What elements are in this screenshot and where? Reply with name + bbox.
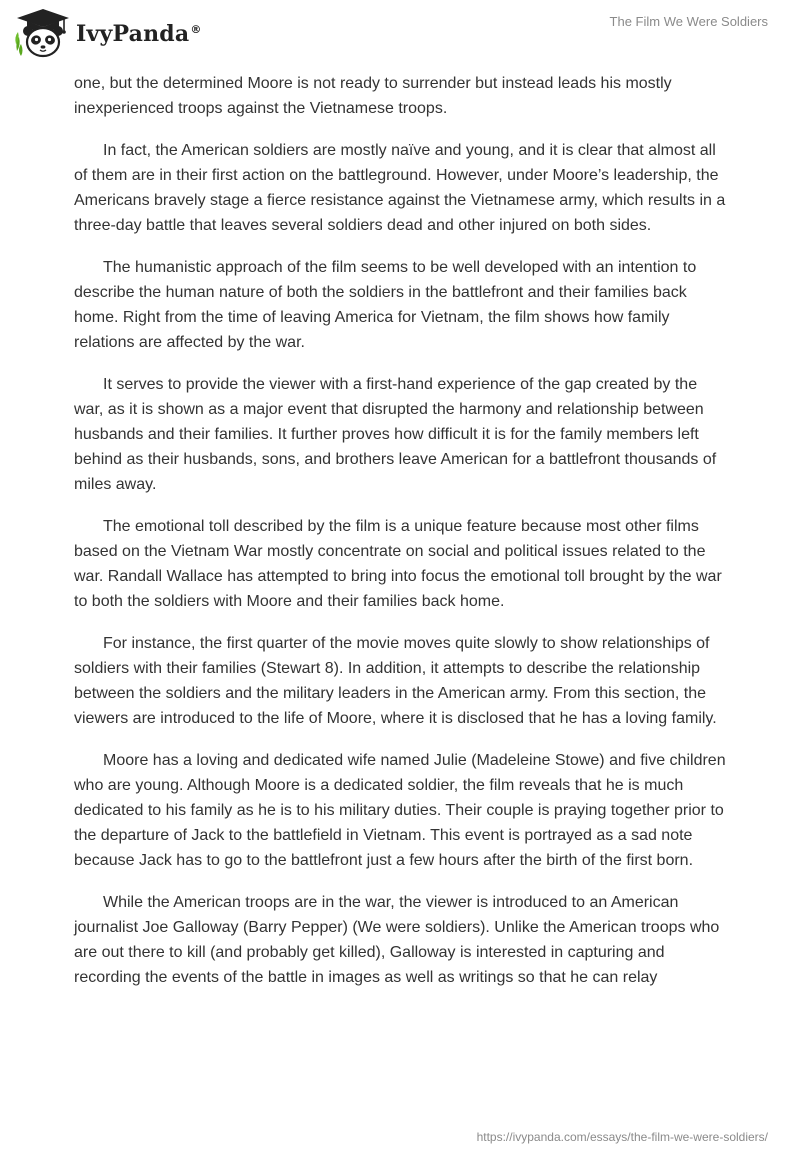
- paragraph-8: While the American troops are in the war, the viewer is introduced to an American journalist Joe Galloway (Barry Pepper) (We were soldiers). Unlike the American troops who are out there to kill (and probably get killed), Galloway is interested in capturing and recording the events of the battle in images as well as writings so that he can relay: [74, 894, 720, 986]
- source-url[interactable]: https://ivypanda.com/essays/the-film-we-were-soldiers/: [476, 1130, 768, 1144]
- paragraph-7: Moore has a loving and dedicated wife named Julie (Madeleine Stowe) and five children who are young. Although Moore is a dedicated soldier, the film reveals that he is much dedicated to his family as he is to his military duties. Their couple is praying together prior to the departure of Jack to the battlefield in Vietnam. This event is portrayed as a sad note because Jack has to go to the battlefront just a few hours after the birth of the first born.: [74, 752, 726, 869]
- page-header: [0, 0, 800, 64]
- paragraph-1: one, but the determined Moore is not ready to surrender but instead leads his mostly inexperienced troops against the Vietnamese troops.: [74, 75, 672, 117]
- paragraph-5: The emotional toll described by the film is a unique feature because most other films based on the Vietnam War mostly concentrate on social and political issues related to the war. Randall Wallace has attempted to bring into focus the emotional toll brought by the war to both the soldiers with Moore and their families back home.: [74, 518, 722, 610]
- paragraph-4: It serves to provide the viewer with a first-hand experience of the gap created by the war, as it is shown as a major event that disrupted the harmony and relationship between husbands and their families. It further proves how difficult it is for the family members left behind as their husbands, sons, and brothers leave American for a battlefront thousands of miles away.: [74, 376, 717, 493]
- document-title: The Film We Were Soldiers: [609, 14, 768, 29]
- essay-body: [74, 71, 726, 1007]
- ivypanda-logo[interactable]: [14, 7, 202, 59]
- paragraph-2: In fact, the American soldiers are mostly naïve and young, and it is clear that almost all of them are in their first action on the battleground. However, under Moore’s leadership, the Americans bravely stage a fierce resistance against the Vietnamese army, which results in a three-day battle that leaves several soldiers dead and other injured on both sides.: [74, 142, 726, 234]
- logo-wordmark: IvyPanda®: [76, 21, 202, 47]
- panda-graduate-icon: [14, 7, 72, 59]
- paragraph-3: The humanistic approach of the film seems to be well developed with an intention to describe the human nature of both the soldiers in the battlefront and their families back home. Right from the time of leaving America for Vietnam, the film shows how family relations are affected by the war.: [74, 259, 697, 351]
- paragraph-6: For instance, the first quarter of the movie moves quite slowly to show relationships of soldiers with their families (Stewart 8). In addition, it attempts to describe the relationship between the soldiers and the military leaders in the American army. From this section, the viewers are introduced to the life of Moore, where it is disclosed that he has a loving family.: [74, 635, 717, 727]
